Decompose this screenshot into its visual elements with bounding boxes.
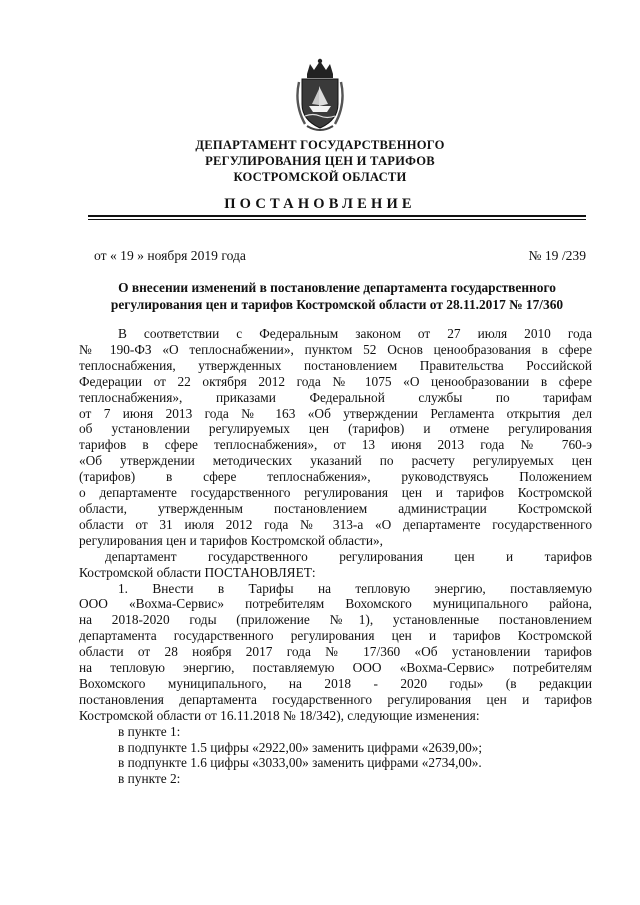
body-line: (тарифов) в сфере теплоснабжения», руководствуясь Положением <box>79 469 592 485</box>
body-line: области от 28 ноября 2017 года № 17/360 «Об установлении тарифов <box>79 644 592 660</box>
body-line: департамент государственного регулирования цен и тарифов <box>105 548 592 564</box>
body-line: № 190-ФЗ «О теплоснабжении», пунктом 52 Основ ценообразования в сфере <box>79 341 592 357</box>
body-line: на тепловую энергию, поставляемую ООО «Вохма-Сервис» потребителям <box>79 660 592 676</box>
body-line: Костромской области от 16.11.2018 № 18/342), следующие изменения: <box>79 707 480 723</box>
document-number: № 19 /239 <box>528 248 586 263</box>
document-date: от « 19 » ноября 2019 года <box>94 248 246 263</box>
body-line: департамента государственного регулирования цен и тарифов Костромской <box>79 628 592 644</box>
body-line: постановления департамента государственного регулирования цен и тарифов <box>79 691 592 707</box>
department-name-line: ДЕПАРТАМЕНТ ГОСУДАРСТВЕННОГО <box>195 138 445 152</box>
body-line: в пункте 1: <box>118 723 181 739</box>
body-line: от 7 июня 2013 года № 163 «Об утверждении Регламента открытия дел <box>79 405 592 421</box>
body-line: теплоснабжения», приказами Федеральной службы по тарифам <box>79 389 592 405</box>
document-title-line: О внесении изменений в постановление департамента государственного <box>118 280 556 295</box>
document-title-line: регулирования цен и тарифов Костромской области от 28.11.2017 № 17/360 <box>110 297 564 312</box>
body-line: тарифов в сфере теплоснабжения», от 13 июня 2013 года № 760-э <box>79 437 592 453</box>
body-line: области, утвержденным постановлением администрации Костромской <box>79 500 592 516</box>
document-body <box>79 326 592 787</box>
body-line: теплоснабжения, утвержденных постановлением Правительства Российской <box>79 357 592 373</box>
department-name <box>0 137 640 185</box>
body-line: области от 31 июля 2012 года № 313-а «О департаменте государственного <box>79 516 592 532</box>
header-divider <box>88 215 586 217</box>
body-line: В соответствии с Федеральным законом от 27 июля 2010 года <box>118 326 592 341</box>
department-name-line: КОСТРОМСКОЙ ОБЛАСТИ <box>233 170 407 184</box>
body-line: в пункте 2: <box>118 771 181 787</box>
document-title <box>80 279 594 313</box>
body-line: в подпункте 1.6 цифры «3033,00» заменить цифрами «2734,00». <box>118 755 482 771</box>
body-line: регулирования цен и тарифов Костромской области», <box>79 532 383 548</box>
body-line: об установлении регулируемых цен (тарифов) и отмене регулирования <box>79 421 592 437</box>
body-line: Костромской области ПОСТАНОВЛЯЕТ: <box>79 564 316 580</box>
document-type-heading: ПОСТАНОВЛЕНИЕ <box>224 196 416 212</box>
coat-of-arms-icon <box>293 58 347 134</box>
body-line: 1. Внести в Тарифы на тепловую энергию, поставляемую <box>118 580 592 596</box>
body-line: «Об утверждении методических указаний по расчету регулируемых цен <box>79 453 592 469</box>
body-line: на 2018-2020 годы (приложение №1), установленные постановлением <box>79 612 592 628</box>
date-number-line <box>88 248 586 264</box>
department-name-line: РЕГУЛИРОВАНИЯ ЦЕН И ТАРИФОВ <box>205 154 435 168</box>
body-line: о департаменте государственного регулирования цен и тарифов Костромской <box>79 485 592 501</box>
body-line: Вохомского муниципального, на 2018 - 2020 годы» (в редакции <box>79 675 592 691</box>
body-line: Федерации от 22 октября 2012 года № 1075 «О ценообразовании в сфере <box>79 373 592 389</box>
body-line: ООО «Вохма-Сервис» потребителям Вохомского муниципального района, <box>79 596 592 612</box>
header-divider-thin <box>88 219 586 220</box>
body-line: в подпункте 1.5 цифры «2922,00» заменить цифрами «2639,00»; <box>118 739 483 755</box>
